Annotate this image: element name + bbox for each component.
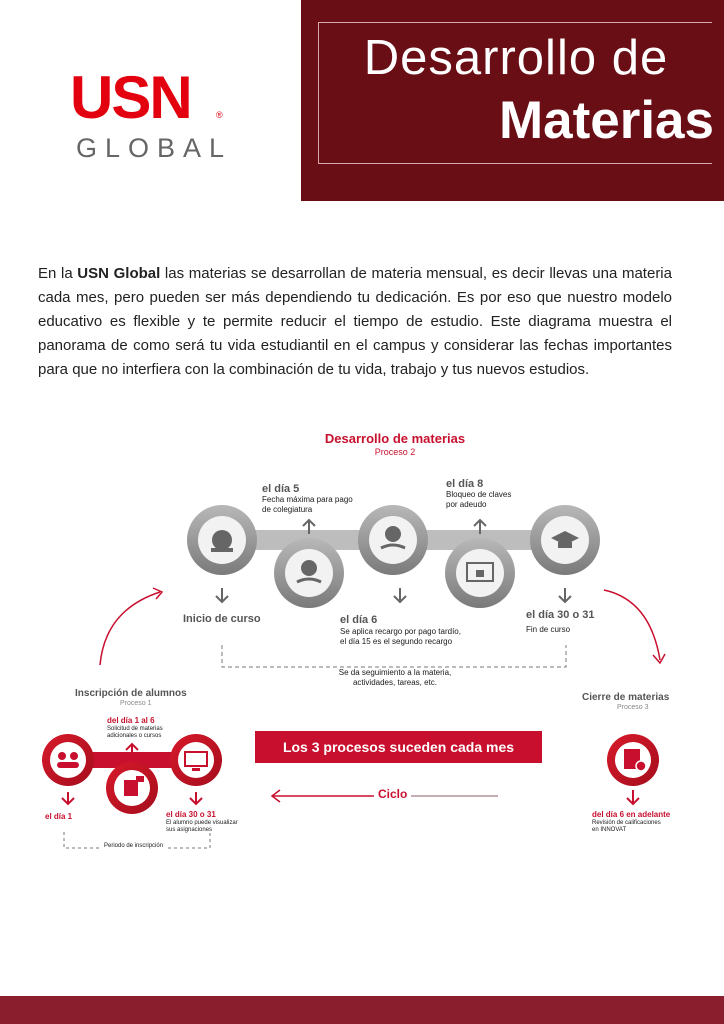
p1-day30-desc1: El alumno puede visualizar [166, 820, 238, 826]
start-course-label: Inicio de curso [183, 613, 261, 625]
followup-line1: Se da seguimiento a la materia, [338, 668, 452, 677]
followup-bracket [222, 645, 566, 667]
logo-global: GLOBAL [76, 133, 233, 163]
p1-day30-label: el día 30 o 31 [166, 810, 216, 819]
day6-desc1: Se aplica recargo por pago tardío, [340, 627, 461, 636]
intro-body: las materias se desarrollan de materia mensual, es decir llevas una materia cada mes, pero pueden ser más dependiendo tu dedicación. Es por eso que nuestro modelo educativo es flexible y te permite reducir el tiempo de estudio. Este diagrama muestra el panorama de como será tu vida estudiantil en el campus y considerar las fechas importantes para que no interfiera con la combinación de tu vida, trabajo y tus nuevos estudios. [38, 265, 672, 378]
p1-day30-desc2: sus asignaciones [166, 827, 213, 833]
page-title-line1: Desarrollo de [363, 31, 669, 85]
intro-prefix: En la [38, 265, 78, 282]
day8-desc2: por adeudo [446, 500, 487, 509]
day1-label: el día 1 [45, 812, 73, 821]
process1-title: Inscripción de alumnos [75, 688, 187, 699]
logo-registered-mark: ® [216, 110, 223, 120]
process2-title: Desarrollo de materias [324, 431, 466, 446]
curve-arrow-right [604, 590, 660, 660]
intro-brand: USN Global [77, 265, 161, 282]
page-title-line2: Materias [498, 91, 714, 150]
day6on-label: del día 6 en adelante [592, 810, 671, 819]
process2-subtitle: Proceso 2 [374, 447, 416, 457]
process3-subtitle: Proceso 3 [617, 704, 649, 711]
process3-arrow [627, 790, 639, 804]
day30-label: el día 30 o 31 [526, 609, 595, 621]
cycle-label: Ciclo [374, 787, 411, 801]
day6-label: el día 6 [340, 614, 378, 626]
day30-desc1: Fin de curso [526, 625, 571, 634]
day5-label: el día 5 [262, 483, 300, 495]
footer-bar [0, 996, 724, 1024]
day6-desc2: el día 15 es el segundo recargo [340, 637, 453, 646]
day5-desc2: de colegiatura [262, 505, 313, 514]
day8-label: el día 8 [446, 478, 484, 490]
followup-line2: actividades, tareas, etc. [352, 678, 438, 687]
day1to6-desc1: Solicitud de materias [107, 726, 163, 732]
cycle-banner: Los 3 procesos suceden cada mes [255, 731, 542, 763]
process3-title: Cierre de materias [582, 692, 670, 703]
logo-usn: USN [70, 64, 191, 131]
day6on-desc2: en INNOVAT [592, 827, 627, 833]
enrollment-period: Periodo de inscripción [104, 843, 164, 849]
day1to6-label: del día 1 al 6 [107, 716, 155, 725]
day6on-desc1: Revisión de calificaciones [592, 820, 661, 826]
day8-desc1: Bloqueo de claves [446, 490, 512, 499]
day5-desc1: Fecha máxima para pago [262, 495, 353, 504]
process1-subtitle: Proceso 1 [120, 700, 152, 707]
curve-arrow-left [100, 592, 160, 665]
process2-chain [187, 505, 600, 608]
day1to6-desc2: adicionales o cursos [107, 733, 162, 739]
